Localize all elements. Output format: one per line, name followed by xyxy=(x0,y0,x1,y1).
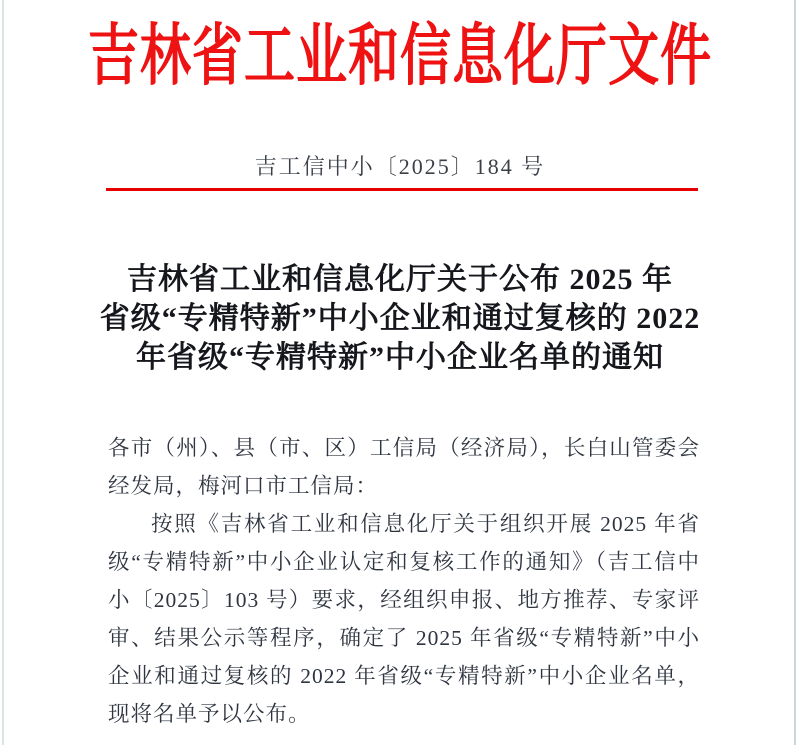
document-body xyxy=(108,429,700,733)
scan-edge-right-line xyxy=(794,0,796,745)
letterhead-title: 吉林省工业和信息化厅文件 xyxy=(87,18,713,94)
salutation-paragraph: 各市（州）、县（市、区）工信局（经济局），长白山管委会经发局，梅河口市工信局： xyxy=(108,436,700,498)
notice-title-line: 省级“专精特新”中小企业和通过复核的 2022 xyxy=(99,302,701,335)
notice-title-line: 吉林省工业和信息化厅关于公布 2025 年 xyxy=(127,263,673,296)
notice-title xyxy=(50,260,750,377)
letterhead xyxy=(0,2,800,94)
document-number: 吉工信中小〔2025〕184 号 xyxy=(254,154,546,179)
body-paragraph: 按照《吉林省工业和信息化厅关于组织开展 2025 年省级“专精特新”中小企业认定和复核工作的通知》（吉工信中小〔2025〕103 号）要求，经组织申报、地方推荐、专家评审、结果公示等程序，确定了 2025 年省级“专精特新”中小企业和通过复核的 2022 年省级“专精特新”中小企业名单，现将名单予以公布。 xyxy=(108,512,700,726)
red-separator-line xyxy=(106,188,698,191)
scan-edge-left-line xyxy=(2,0,4,745)
notice-title-line: 年省级“专精特新”中小企业名单的通知 xyxy=(136,341,664,374)
